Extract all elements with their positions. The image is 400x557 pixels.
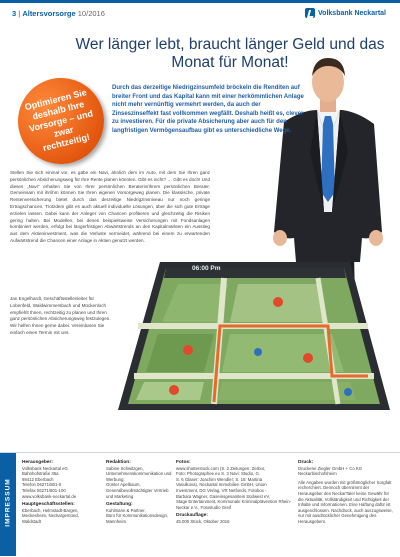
imp-heading: Druck: xyxy=(298,460,314,465)
imp-text: Druckerei Ziegler GmbH + Co KG Neckarbischofsheim xyxy=(298,465,363,477)
impressum-col-4 xyxy=(298,460,394,528)
impressum-col-3 xyxy=(176,460,294,528)
imp-heading: Hauptgeschäftsstellen: xyxy=(22,502,75,508)
page-number: 3 xyxy=(12,9,17,18)
imp-text: www.shutterstock.com (S. 2 Zeitungen: Zerbor, Foto: Photographee.eu S. 3 Navi: Studio, G. S. 6 Glaser: Joachim Wendler; S. 16: Martina Vasulkova), Neckartal Immobilien GmbH, Union Investment, DG Verlag, VR Netfonds, Fotobox - Barbara Wagner, Gaseinsgesamtein Südwest eV, Stage Entertainment, Kommunale Kriminalprävention Rhein-Neckar e.V., Fotostudio Greif xyxy=(176,465,292,510)
imp-heading: Redaktion: xyxy=(106,460,131,465)
impressum-tab xyxy=(0,453,16,556)
tablet-navigation-illustration xyxy=(118,262,390,410)
imp-heading: Herausgeber: xyxy=(22,460,53,465)
imp-text: Kuhlmann & Partner, Büro für Kommunikationsdesign, Mannheim xyxy=(106,507,169,524)
impressum-label: IMPRESSUM xyxy=(4,478,12,527)
sticker-text: Optimieren Sie deshalb Ihre Vorsorge – und zwar rechtzeitig! xyxy=(23,86,94,153)
imp-heading: Druckauflage: xyxy=(176,513,208,519)
imp-text: Sabine Schwitzgen, Unternehmenskommunikation und Werbung; Günter Apelbaum, Generalbevollmächtigter Vertrieb und Marketing xyxy=(106,465,172,499)
imp-text: Volksbank Neckartal eG Bahnhofstraße 36a 69412 Eberbach Telefon 06271/801-0 Telefax 06271/801-100 www.volksbank-neckartal.de xyxy=(22,465,77,499)
volksbank-logo xyxy=(305,7,386,19)
vorsorge-sticker xyxy=(18,78,108,168)
headline: Wer länger lebt, braucht länger Geld und das Monat für Monat! xyxy=(75,36,385,71)
page-folio: 3 | Altersvorsorge 10/2016 xyxy=(12,9,105,18)
impressum-col-1 xyxy=(22,460,102,528)
imp-text: 45.000 Stück, Oktober 2016 xyxy=(176,518,230,524)
logo-text: Volksbank Neckartal xyxy=(318,9,386,17)
imp-text: Eberbach, Helmstadt-Bargen, Meckesheim, Neckargemünd, Waldstadt xyxy=(22,507,79,524)
issue-date: 10/2016 xyxy=(77,9,105,18)
intro-paragraph: Durch das derzeitige Niedrigzinsumfeld bröckeln die Renditen auf breiter Front und das Kapital kann mit einer herkömmlichen Anlage nicht mehr vernünftig vermehrt werden, da auch der Zinseszinseffekt fast vollkommen wegfällt. Deshalb heißt es, clever zu investieren. Für die private Absicherung aber auch für den langfristigen Vermögensaufbau gibt es unterschiedliche Wege. xyxy=(112,85,304,134)
volksbank-logo-icon xyxy=(305,8,315,18)
tablet-clock: 06:00 Pm xyxy=(192,265,221,272)
imp-disclaimer: Alle Angaben wurden mit größtmöglicher Sorgfalt recherchiert. Dennoch übernimmt der Herausgeber des NeckarTaler keine Gewähr für die Aktualität, Vollständigkeit und Richtigkeit der Inhalte und Informationen. Eine Haftung dafür ist ausgeschlossen. Nachdruck, auch auszugsweise, nur mit ausdrücklicher Genehmigung des Herausgebers. xyxy=(298,479,393,524)
header-rule xyxy=(0,0,400,3)
imp-heading: Gestaltung: xyxy=(106,502,133,508)
body-paragraph-1: Stellen Sie sich einmal vor, es gäbe ein Navi, ähnlich dem im Auto, mit dem Sie Ihren ganz persönlichen Absicherungsweg für Ihre Rente planen könnten. Gibt es nicht? … Gibt es doch! Und dieses „Navi" erhalten Sie von Ihrer persönlichen Beraterin/Ihrem persönlichen Berater. Gemeinsam mit ihr/ihm können Sie Ihren eigenen Vorsorgeweg planen. Die klassische, private Rentenversicherung bietet durch das derzeitige Niedrigzinsniveau nur noch geringe Ertragschancen. Trotzdem gibt es auch aktuell individuelle Lösungen, über die sich gute Erträge erzielen lassen. Dabei kann der Anleger von Chancen profitieren und gleichzeitig die Risiken gering halten. Bei Modellen, bei denen beispielsweise Versicherungen mit Fondsanlagen kombiniert werden, erfolgt bei längerfristigen Abwärtstrends an den Kapitalmärkten ein Ausstieg aus dem Aktieninvestment, was die Verluste vermeidet, während bei einem zu erwartenden Aufwärtstrend die Chancen einer Anlage in Aktien genutzt werden. xyxy=(10,170,210,243)
section-title: Altersvorsorge xyxy=(22,9,76,18)
body-paragraph-2: Jan Engelhardt, Geschäftsstellenleiter für Lobenfeld, Waldwimmersbach und Mückenloch empfiehlt Ihnen, rechtzeitig zu planen und Ihren ganz persönlichen Absicherungsweg festzulegen. Wir helfen Ihnen gerne dabei. Vereinbaren Sie einfach einen Termin mit uns. xyxy=(10,296,111,335)
imp-heading: Fotos: xyxy=(176,460,191,465)
impressum-col-2 xyxy=(106,460,172,528)
